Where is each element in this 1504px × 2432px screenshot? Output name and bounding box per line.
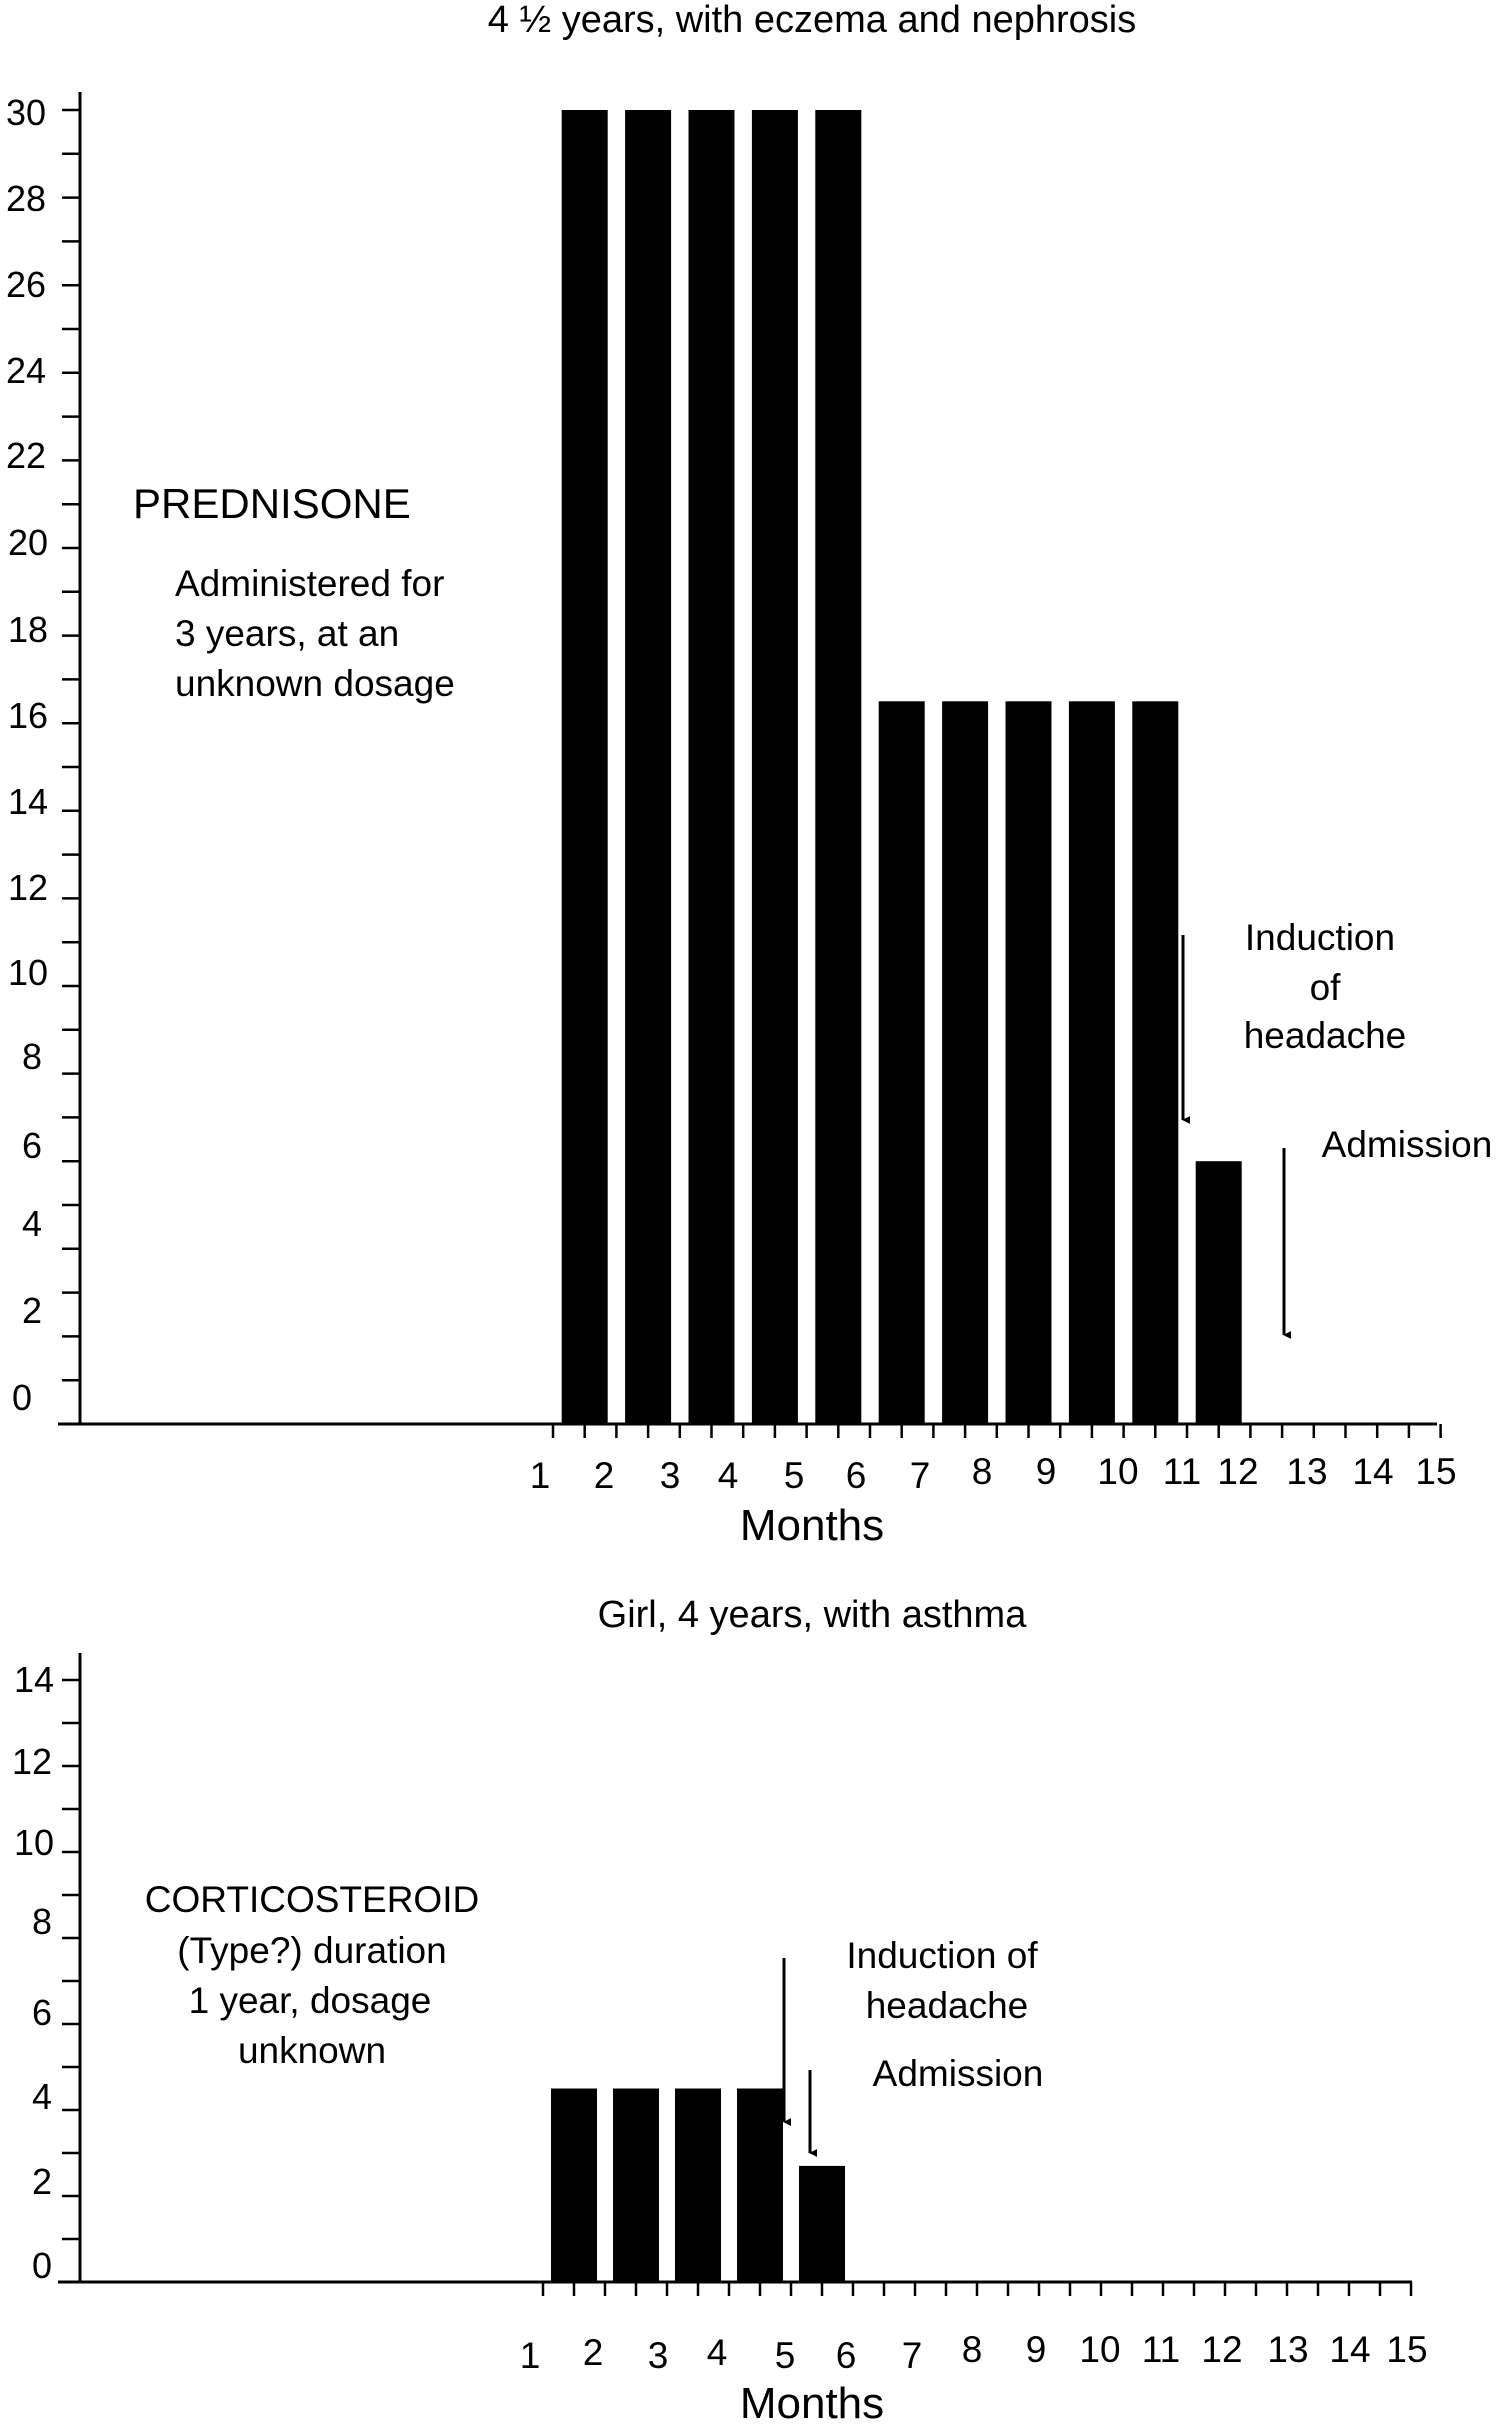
x-tick-label: 10 bbox=[1079, 2329, 1121, 2370]
event-label-admission: Admission bbox=[872, 2053, 1044, 2094]
event-label-admission: Admission bbox=[1321, 1124, 1493, 1165]
x-tick-label: 8 bbox=[971, 1451, 993, 1492]
y-tick-label: 26 bbox=[5, 264, 47, 305]
x-tick-label: 7 bbox=[901, 2335, 923, 2376]
bar bbox=[1132, 701, 1178, 1424]
bar bbox=[551, 2089, 597, 2283]
y-tick-label: 4 bbox=[31, 2076, 53, 2117]
x-tick-label: 9 bbox=[1035, 1451, 1057, 1492]
x-tick-label: 11 bbox=[1162, 1451, 1202, 1492]
x-tick-label: 5 bbox=[783, 1455, 805, 1496]
event-label-induction: of bbox=[1309, 967, 1341, 1008]
x-tick-label: 2 bbox=[593, 1455, 615, 1496]
bar bbox=[799, 2166, 845, 2282]
x-tick-label: 6 bbox=[835, 2335, 857, 2376]
drug-note-line: Administered for bbox=[175, 563, 445, 604]
y-tick-label: 30 bbox=[5, 92, 47, 133]
bar bbox=[737, 2089, 783, 2283]
bar bbox=[625, 110, 671, 1424]
y-tick-label: 18 bbox=[7, 609, 49, 650]
drug-label-corticosteroid: CORTICOSTEROID bbox=[144, 1879, 480, 1920]
y-tick-label: 0 bbox=[11, 1377, 33, 1418]
x-tick-label: 10 bbox=[1097, 1451, 1139, 1492]
x-tick-label: 13 bbox=[1267, 2329, 1309, 2370]
y-tick-label: 10 bbox=[13, 1822, 55, 1863]
bar bbox=[815, 110, 861, 1424]
x-tick-label: 2 bbox=[582, 2332, 604, 2373]
drug-note-line: 1 year, dosage bbox=[188, 1980, 432, 2021]
drug-note-line: unknown dosage bbox=[175, 663, 455, 704]
y-tick-label: 10 bbox=[7, 952, 49, 993]
y-tick-label: 20 bbox=[7, 522, 49, 563]
event-label-induction: Induction of bbox=[846, 1935, 1038, 1976]
chart-bottom-title: Girl, 4 years, with asthma bbox=[597, 1594, 1027, 1636]
event-label-induction: Induction bbox=[1244, 917, 1396, 958]
x-tick-label: 4 bbox=[706, 2332, 728, 2373]
y-tick-label: 8 bbox=[21, 1036, 43, 1077]
y-tick-label: 12 bbox=[11, 1741, 53, 1782]
y-tick-label: 6 bbox=[21, 1125, 43, 1166]
x-tick-label: 6 bbox=[845, 1455, 867, 1496]
drug-label-prednisone: PREDNISONE bbox=[133, 480, 411, 527]
bar bbox=[1006, 701, 1052, 1424]
y-tick-label: 6 bbox=[31, 1992, 53, 2033]
y-tick-label: 24 bbox=[5, 350, 47, 391]
y-tick-label: 14 bbox=[13, 1659, 55, 1700]
chart-top-y-tick-labels bbox=[6, 92, 48, 1418]
event-label-induction: headache bbox=[1243, 1015, 1407, 1056]
x-tick-label: 12 bbox=[1201, 2329, 1243, 2370]
chart-top-x-axis-label: Months bbox=[739, 1501, 885, 1550]
bar bbox=[752, 110, 798, 1424]
x-tick-label: 9 bbox=[1025, 2329, 1047, 2370]
bar bbox=[675, 2089, 721, 2283]
bar bbox=[1196, 1161, 1242, 1424]
y-tick-label: 4 bbox=[21, 1203, 43, 1244]
y-tick-label: 2 bbox=[31, 2161, 53, 2202]
x-tick-label: 15 bbox=[1415, 1451, 1457, 1492]
chart-bottom-x-axis-label: Months bbox=[739, 2379, 885, 2428]
chart-bottom-y-tick-labels bbox=[12, 1659, 54, 2286]
chart-bottom-x-tick-labels bbox=[520, 2329, 1428, 2376]
bar bbox=[879, 701, 925, 1424]
event-label-induction: headache bbox=[865, 1985, 1029, 2026]
bar bbox=[613, 2089, 659, 2283]
y-tick-label: 8 bbox=[31, 1901, 53, 1942]
x-tick-label: 14 bbox=[1329, 2329, 1371, 2370]
x-tick-label: 11 bbox=[1141, 2329, 1181, 2370]
x-tick-label: 3 bbox=[647, 2335, 669, 2376]
x-tick-label: 15 bbox=[1386, 2329, 1428, 2370]
bar bbox=[689, 110, 735, 1424]
y-tick-label: 14 bbox=[7, 781, 49, 822]
chart-top-x-tick-labels bbox=[530, 1451, 1457, 1496]
bar bbox=[1069, 701, 1115, 1424]
y-tick-label: 22 bbox=[5, 435, 47, 476]
drug-note-line: unknown bbox=[237, 2030, 387, 2071]
x-tick-label: 8 bbox=[961, 2329, 983, 2370]
y-tick-label: 28 bbox=[5, 178, 47, 219]
chart-bottom bbox=[12, 1594, 1428, 2428]
x-tick-label: 5 bbox=[774, 2335, 796, 2376]
x-tick-label: 7 bbox=[909, 1455, 931, 1496]
y-tick-label: 16 bbox=[7, 695, 49, 736]
x-tick-label: 12 bbox=[1217, 1451, 1259, 1492]
y-tick-label: 12 bbox=[7, 867, 49, 908]
bar bbox=[562, 110, 608, 1424]
chart-top-title: 4 ½ years, with eczema and nephrosis bbox=[487, 0, 1137, 41]
x-tick-label: 4 bbox=[717, 1455, 739, 1496]
y-tick-label: 2 bbox=[21, 1290, 43, 1331]
x-tick-label: 1 bbox=[519, 2335, 541, 2376]
drug-note-line: 3 years, at an bbox=[175, 613, 400, 654]
chart-top bbox=[6, 0, 1492, 1550]
bar bbox=[942, 701, 988, 1424]
x-tick-label: 13 bbox=[1286, 1451, 1328, 1492]
y-tick-label: 0 bbox=[31, 2245, 53, 2286]
x-tick-label: 14 bbox=[1352, 1451, 1394, 1492]
x-tick-label: 3 bbox=[659, 1455, 681, 1496]
drug-note-line: (Type?) duration bbox=[177, 1930, 447, 1971]
x-tick-label: 1 bbox=[529, 1455, 551, 1496]
